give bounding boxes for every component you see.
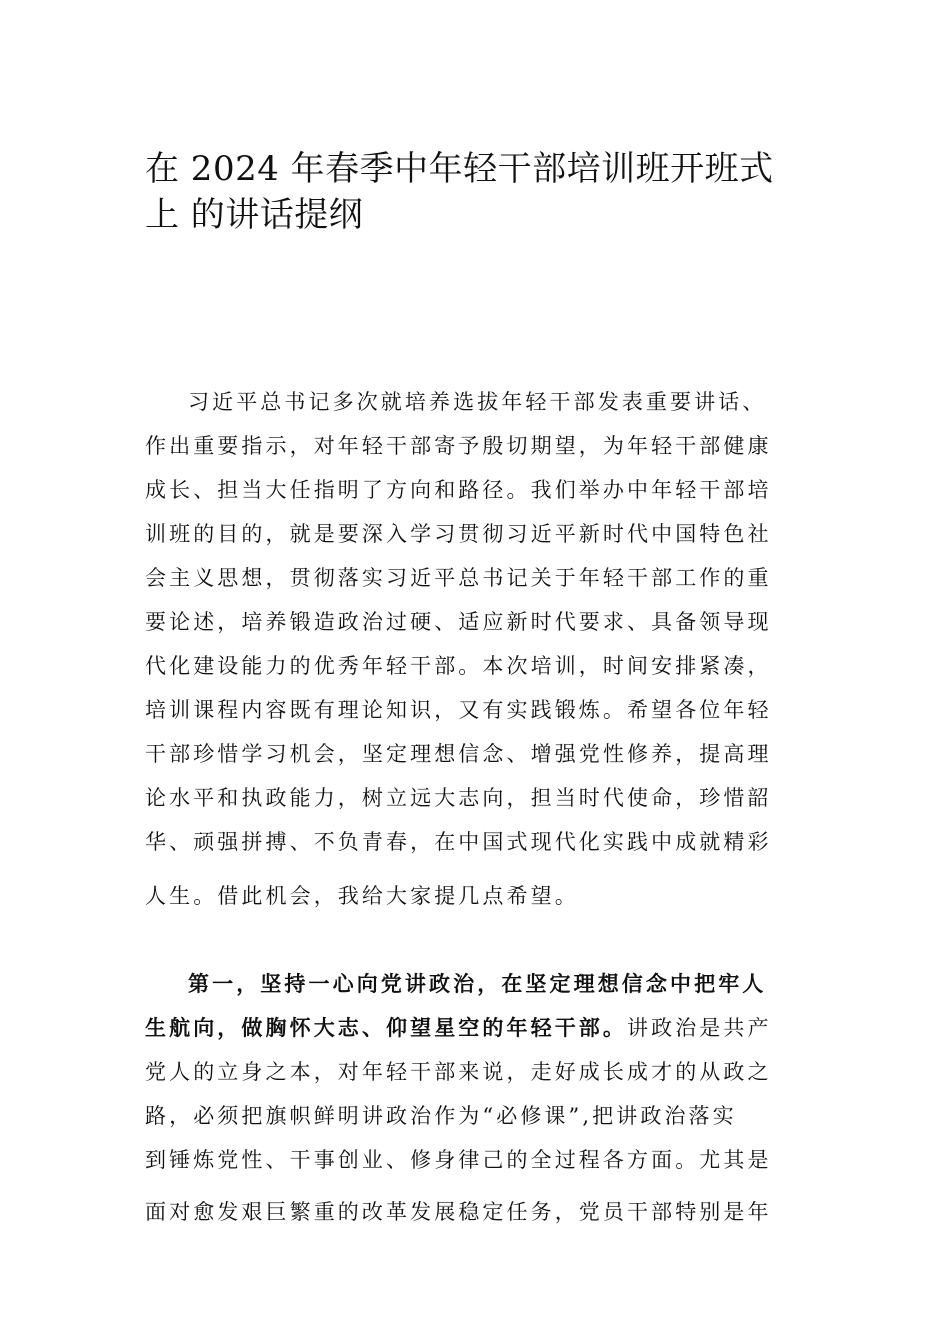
paragraph-line: 培训课程内容既有理论知识，又有实践锻炼。希望各位年轻 <box>145 698 772 722</box>
section-heading-line-2: 生航向，做胸怀大志、仰望星空的年轻干部。 <box>145 1015 627 1040</box>
paragraph-line: 党人的立身之本，对年轻干部来说，走好成长成才的从政之 <box>145 1060 772 1084</box>
paragraph-line: 论水平和执政能力，树立远大志向，担当时代使命，珍惜韶 <box>145 786 772 810</box>
title-line-1: 在 2024 年春季中年轻干部培训班开班式 <box>145 149 774 189</box>
paragraph-line: 要论述，培养锻造政治过硬、适应新时代要求、具备领导现 <box>145 610 772 634</box>
paragraph-line: 作出重要指示，对年轻干部寄予殷切期望，为年轻干部健康 <box>145 434 772 458</box>
document-title <box>145 146 815 238</box>
section-one-paragraph <box>145 962 805 1234</box>
paragraph-line: 训班的目的，就是要深入学习贯彻习近平新时代中国特色社 <box>145 522 772 546</box>
paragraph-line: 路，必须把旗帜鲜明讲政治作为“必修课”,把讲政治落实 <box>145 1104 737 1128</box>
paragraph-line: 代化建设能力的优秀年轻干部。本次培训，时间安排紧凑， <box>145 654 772 678</box>
paragraph-line: 干部珍惜学习机会，坚定理想信念、增强党性修养，提高理 <box>145 742 772 766</box>
paragraph-line: 成长、担当大任指明了方向和路径。我们举办中年轻干部培 <box>145 478 772 502</box>
paragraph-line: 人生。借此机会，我给大家提几点希望。 <box>145 884 579 908</box>
section-body-start: 讲政治是共产 <box>627 1016 772 1040</box>
section-heading-line-1: 第一，坚持一心向党讲政治，在坚定理想信念中把牢人 <box>188 971 767 996</box>
paragraph-line: 华、顽强拼搏、不负青春，在中国式现代化实践中成就精彩 <box>145 830 772 854</box>
intro-paragraph <box>145 380 805 918</box>
paragraph-line: 会主义思想，贯彻落实习近平总书记关于年轻干部工作的重 <box>145 566 772 590</box>
paragraph-line: 到锤炼党性、干事创业、修身律己的全过程各方面。尤其是 <box>145 1148 772 1172</box>
paragraph-line: 面对愈发艰巨繁重的改革发展稳定任务，党员干部特别是年 <box>145 1200 772 1224</box>
paragraph-line: 习近平总书记多次就培养选拔年轻干部发表重要讲话、 <box>188 390 767 414</box>
paragraph-line <box>145 1006 805 1050</box>
title-line-2: 上 的讲话提纲 <box>145 195 364 235</box>
